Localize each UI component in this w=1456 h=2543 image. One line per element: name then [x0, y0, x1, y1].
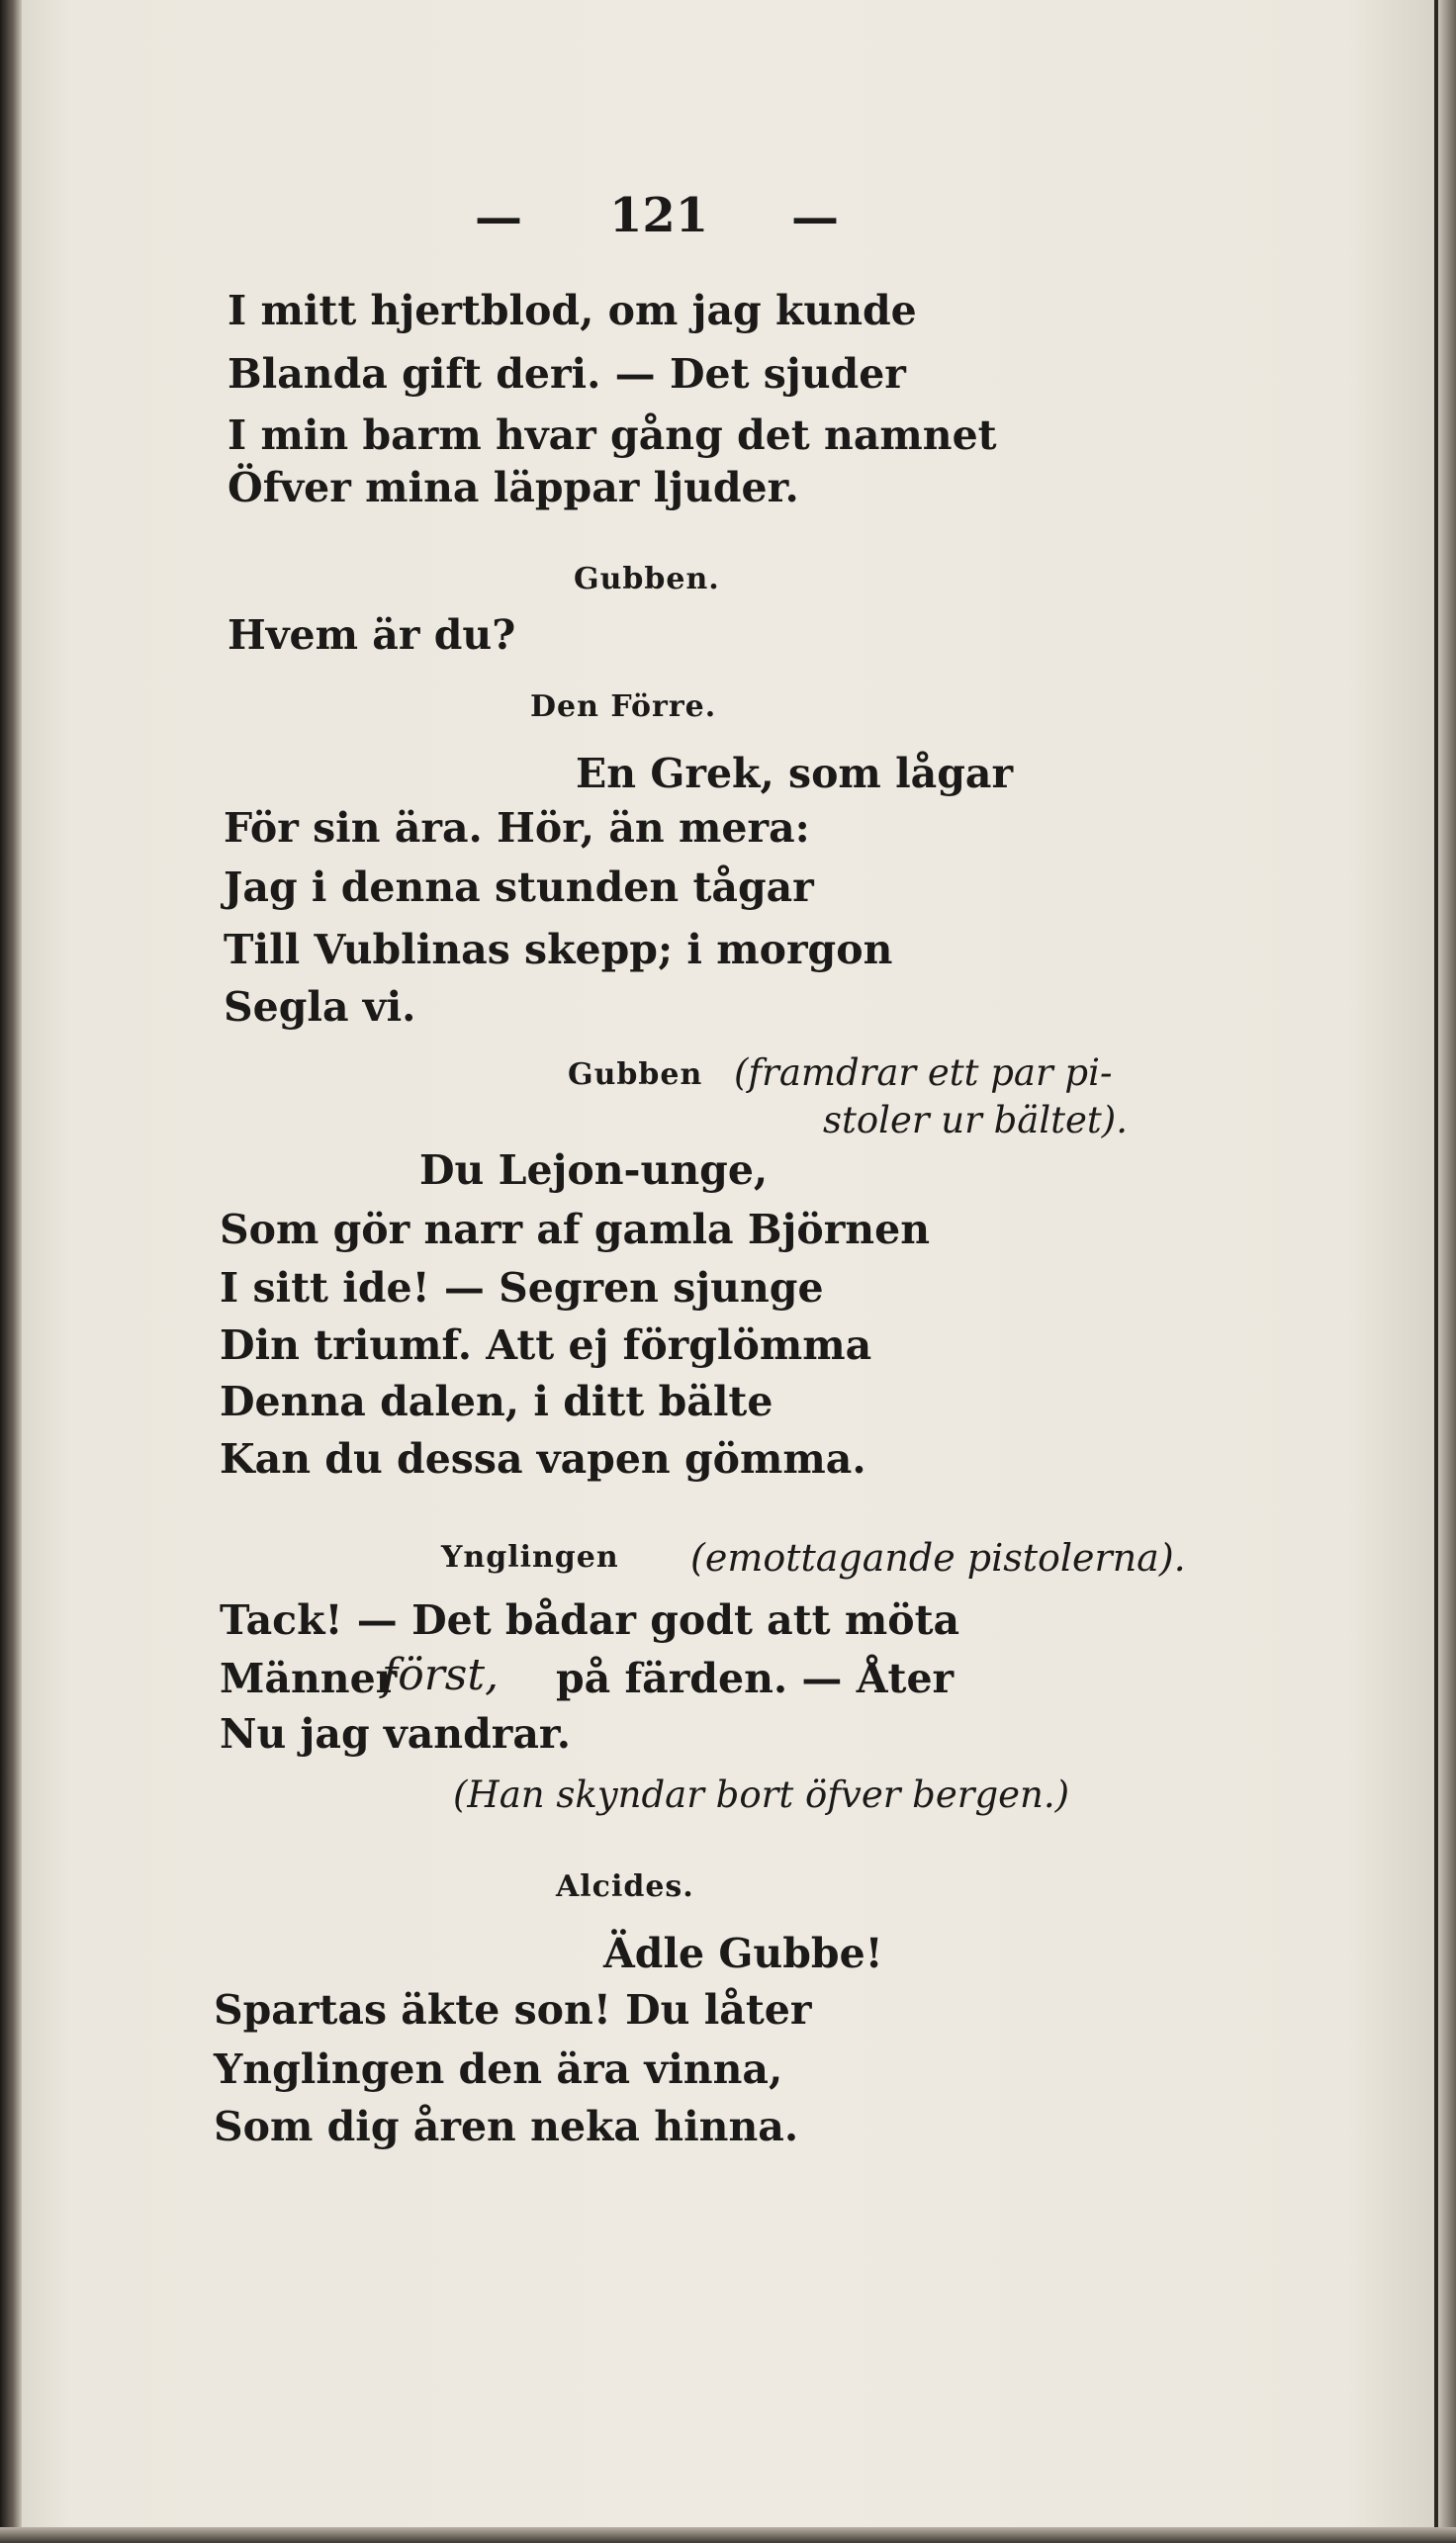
verse-line: Du Lejon-unge, — [419, 1146, 769, 1194]
speaker-name: Gubben — [568, 1057, 703, 1092]
verse-line: Tack! — Det bådar godt att möta — [220, 1596, 960, 1644]
verse-line: Ädle Gubbe! — [603, 1930, 883, 1977]
verse-line: Segla vi. — [224, 983, 416, 1031]
verse-line: För sin ära. Hör, än mera: — [224, 804, 810, 852]
stage-direction: (Han skyndar bort öfver bergen.) — [453, 1773, 1070, 1816]
verse-line: Din triumf. Att ej förglömma — [220, 1321, 872, 1369]
verse-line: Till Vublinas skepp; i morgon — [224, 926, 893, 973]
verse-line: I sitt ide! — Segren sjunge — [220, 1264, 824, 1312]
verse-line: Som gör narr af gamla Björnen — [220, 1206, 931, 1253]
verse-line: Som dig åren neka hinna. — [214, 2103, 799, 2150]
verse-line: Männer — [220, 1655, 398, 1702]
speaker-name: Den Förre. — [530, 689, 717, 724]
verse-line: Öfver mina läppar ljuder. — [228, 464, 799, 511]
speaker-name: Ynglingen — [441, 1540, 619, 1575]
verse-line: Nu jag vandrar. — [220, 1710, 572, 1758]
verse-line: I mitt hjertblod, om jag kunde — [228, 287, 917, 334]
verse-line-emphasis: först, — [382, 1650, 500, 1700]
verse-line: Jag i denna stunden tågar — [224, 863, 814, 911]
verse-line: på färden. — Åter — [556, 1655, 955, 1702]
stage-direction: (emottagande pistolerna). — [690, 1536, 1186, 1580]
stage-direction: (framdrar ett par pi- — [734, 1051, 1113, 1094]
verse-line: Hvem är du? — [228, 611, 516, 659]
page-number: 121 — [609, 188, 709, 243]
speaker-name: Alcides. — [556, 1869, 694, 1904]
verse-line: En Grek, som lågar — [576, 750, 1014, 797]
verse-line: Ynglingen den ära vinna, — [214, 2045, 783, 2093]
verse-line: I min barm hvar gång det namnet — [228, 411, 997, 459]
verse-line: Kan du dessa vapen gömma. — [220, 1435, 866, 1483]
verse-line: Blanda gift deri. — Det sjuder — [228, 350, 906, 398]
verse-line: Spartas äkte son! Du låter — [214, 1986, 812, 2034]
book-spine-shadow — [0, 0, 22, 2543]
verse-line: Denna dalen, i ditt bälte — [220, 1378, 774, 1425]
page-right-edge — [1438, 0, 1456, 2543]
header-dash-left: — — [475, 190, 522, 245]
stage-direction: stoler ur bältet). — [823, 1099, 1128, 1141]
speaker-name: Gubben. — [574, 562, 720, 596]
header-dash-right: — — [791, 190, 839, 245]
page-bottom-edge — [0, 2527, 1456, 2543]
